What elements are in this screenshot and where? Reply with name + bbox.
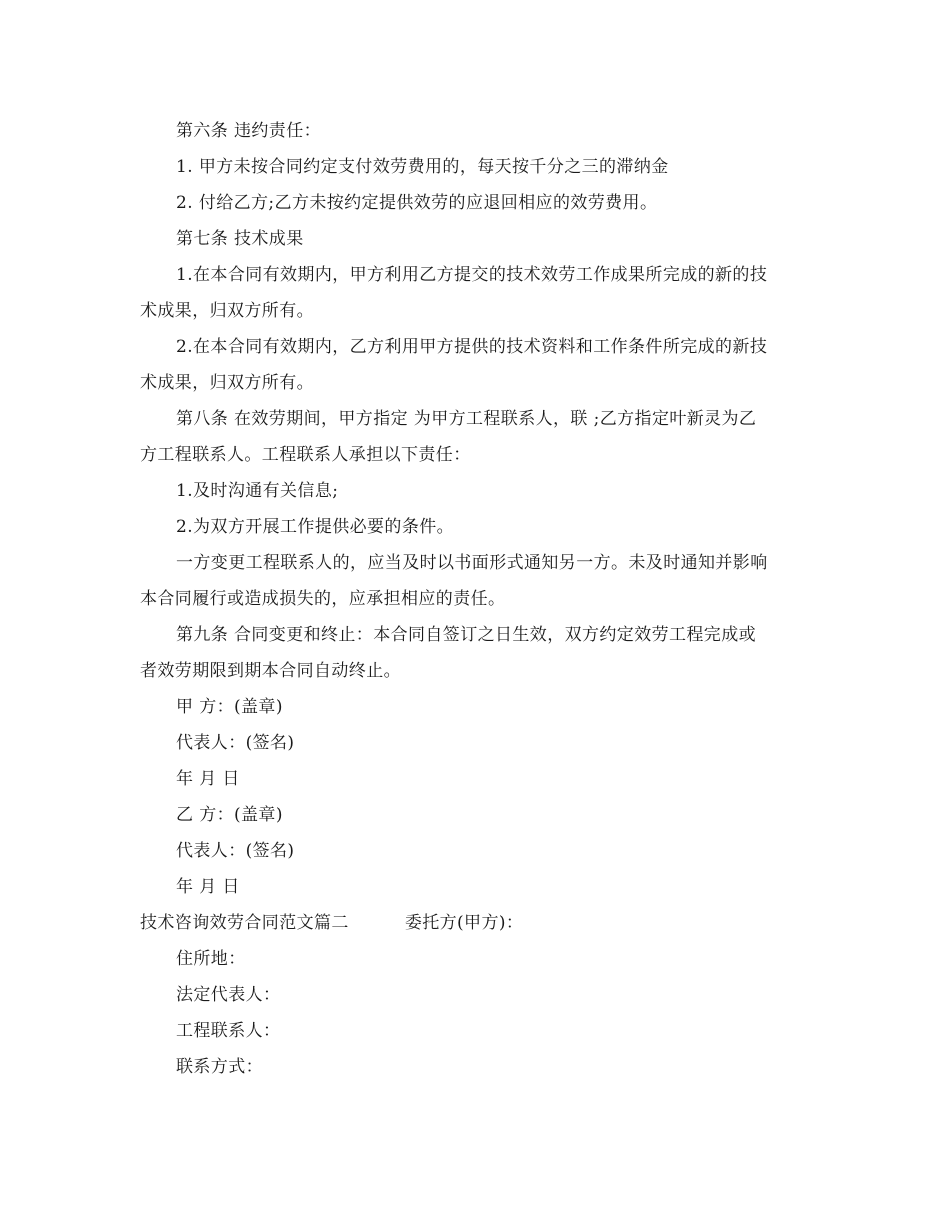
- article-6-heading: 第六条 违约责任：: [176, 121, 322, 141]
- article-7-clause-2-cont: 术成果，归双方所有。: [140, 373, 314, 393]
- party-a-representative: 代表人：(签名): [176, 733, 295, 753]
- field-project-contact: 工程联系人：: [176, 1021, 281, 1041]
- party-b-seal: 乙 方：(盖章): [176, 805, 283, 825]
- article-7-clause-1: 1.在本合同有效期内，甲方利用乙方提交的技术效劳工作成果所完成的新的技: [176, 265, 768, 285]
- section-title: 技术咨询效劳合同范文篇二: [140, 913, 349, 933]
- section-party: 委托方(甲方)：: [404, 913, 524, 933]
- document-body: [140, 113, 812, 1085]
- section-heading: [140, 905, 812, 941]
- article-8-duty-2: 2.为双方开展工作提供必要的条件。: [176, 517, 455, 537]
- party-a-seal: 甲 方：(盖章): [176, 697, 283, 717]
- contact-change-paragraph-cont: 本合同履行或造成损失的，应承担相应的责任。: [140, 589, 506, 609]
- article-9-text-cont: 者效劳期限到期本合同自动终止。: [140, 661, 401, 681]
- article-8-duty-1: 1.及时沟通有关信息;: [176, 481, 339, 501]
- article-7-heading: 第七条 技术成果: [176, 229, 304, 249]
- article-7-clause-2: 2.在本合同有效期内，乙方利用甲方提供的技术资料和工作条件所完成的新技: [176, 337, 768, 357]
- field-legal-representative: 法定代表人：: [176, 985, 281, 1005]
- article-6-clause-1: 1. 甲方未按合同约定支付效劳费用的，每天按千分之三的滞纳金: [176, 157, 669, 177]
- article-6-clause-2: 2. 付给乙方;乙方未按约定提供效劳的应退回相应的效劳费用。: [176, 193, 658, 213]
- party-a-date: 年 月 日: [176, 769, 240, 789]
- article-9-text: 第九条 合同变更和终止：本合同自签订之日生效，双方约定效劳工程完成或: [176, 625, 757, 645]
- contact-change-paragraph: 一方变更工程联系人的，应当及时以书面形式通知另一方。未及时通知并影响: [176, 553, 768, 573]
- party-b-date: 年 月 日: [176, 877, 240, 897]
- article-8-text: 第八条 在效劳期间，甲方指定 为甲方工程联系人，联 ;乙方指定叶新灵为乙: [176, 409, 757, 429]
- article-7-clause-1-cont: 术成果，归双方所有。: [140, 301, 314, 321]
- party-b-representative: 代表人：(签名): [176, 841, 295, 861]
- field-contact-info: 联系方式：: [176, 1057, 263, 1077]
- field-address: 住所地：: [176, 949, 246, 969]
- article-8-text-cont: 方工程联系人。工程联系人承担以下责任：: [140, 445, 471, 465]
